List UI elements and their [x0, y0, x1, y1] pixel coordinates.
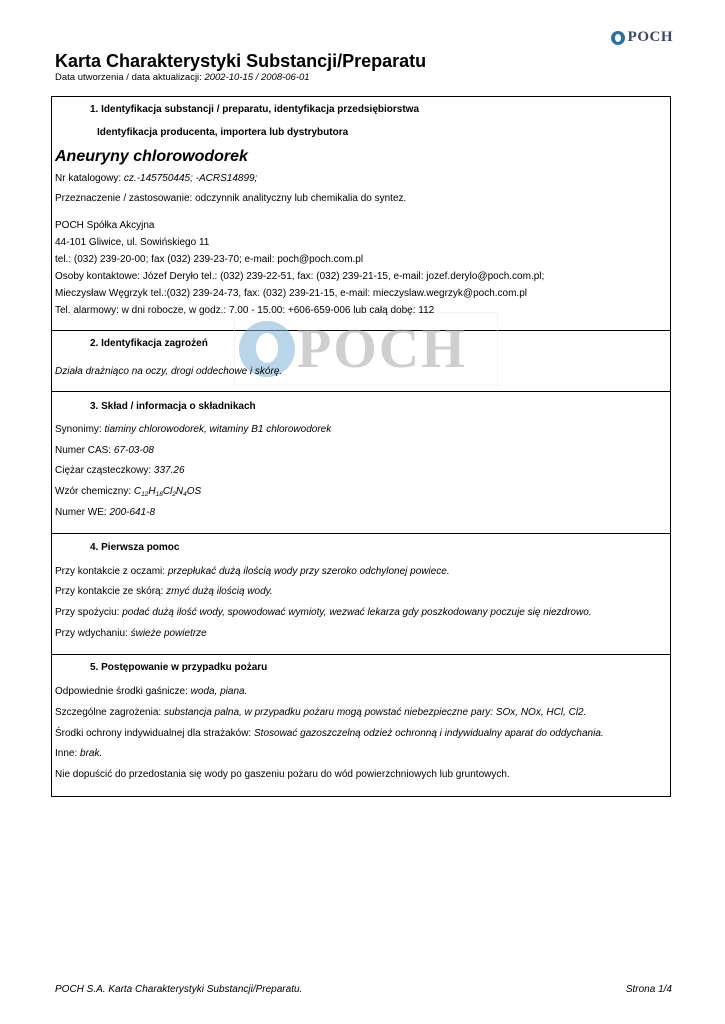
- use-label: Przeznaczenie / zastosowanie:: [55, 193, 196, 204]
- company-address: 44-101 Gliwice, ul. Sowińskiego 11: [55, 237, 210, 248]
- poch-logo-icon: [611, 31, 625, 45]
- molecular-weight: [55, 465, 185, 476]
- contact-person-2: Mieczysław Węgrzyk tel.:(032) 239-24-73, fax: (032) 239-21-15, e-mail: mieczyslaw.wegrzyk@poch.com.pl: [55, 288, 527, 299]
- mw-value: 337.26: [153, 465, 185, 476]
- first-aid-eyes: Przy kontakcie z oczami: przepłukać dużą ilością wody przy szeroko odchylonej powiece.: [55, 566, 450, 577]
- section-divider: [51, 533, 671, 534]
- poch-logo: [611, 28, 673, 47]
- watermark-text: POCH: [297, 318, 467, 380]
- section-3-heading: 3. Skład / informacja o składnikach: [90, 401, 256, 412]
- company-name: POCH Spółka Akcyjna: [55, 220, 155, 231]
- synonyms-value: tiaminy chlorowodorek, witaminy B1 chlorowodorek: [104, 424, 332, 435]
- dates-value: 2002-10-15 / 2008-06-01: [204, 72, 310, 83]
- extinguishing-media: Odpowiednie środki gaśnicze: woda, piana.: [55, 686, 248, 697]
- first-aid-ingestion: Przy spożyciu: podać dużą ilość wody, spowodować wymioty, wezwać lekarza gdy poszkodowany poczuje się niezdrowo.: [55, 607, 592, 618]
- document-title: Karta Charakterystyki Substancji/Preparatu: [55, 51, 427, 71]
- section-1-heading: 1. Identyfikacja substancji / preparatu, identyfikacja przedsiębiorstwa: [90, 104, 419, 115]
- catalog-number: [55, 173, 257, 184]
- intended-use: [55, 193, 406, 204]
- cas-value: 67-03-08: [113, 445, 154, 456]
- mw-label: Ciężar cząsteczkowy:: [55, 465, 154, 476]
- special-hazards: Szczególne zagrożenia: substancja palna, w przypadku pożaru mogą powstać niebezpieczne pary: SOx, NOx, HCl, Cl2.: [55, 707, 587, 718]
- section-divider: [51, 654, 671, 655]
- section-4-heading: 4. Pierwsza pomoc: [90, 542, 180, 553]
- cas-label: Numer CAS:: [55, 445, 114, 456]
- first-aid-skin: Przy kontakcie ze skórą: zmyć dużą ilością wody.: [55, 586, 273, 597]
- other-info: Inne: brak.: [55, 748, 103, 759]
- formula-label: Wzór chemiczny:: [55, 486, 134, 497]
- we-number: [55, 507, 155, 518]
- synonyms: [55, 424, 331, 435]
- we-value: 200-641-8: [109, 507, 156, 518]
- water-runoff-note: Nie dopuścić do przedostania się wody po gaszeniu pożaru do wód powierzchniowych lub gruntowych.: [55, 769, 510, 780]
- dates-label: Data utworzenia / data aktualizacji:: [55, 72, 205, 83]
- section-1-subheading: Identyfikacja producenta, importera lub dystrybutora: [97, 127, 349, 138]
- hazard-statement: Działa drażniąco na oczy, drogi oddechowe i skórę.: [55, 366, 283, 377]
- first-aid-inhalation: Przy wdychaniu: świeże powietrze: [55, 628, 207, 639]
- section-divider: [51, 391, 671, 392]
- chemical-formula: [55, 486, 201, 498]
- contact-person-1: Osoby kontaktowe: Józef Deryło tel.: (032) 239-22-51, fax: (032) 239-21-15, e-mail: jozef.derylo@poch.com.pl;: [55, 271, 545, 282]
- footer-document-name: POCH S.A. Karta Charakterystyki Substancji/Preparatu.: [55, 984, 303, 995]
- firefighter-protection: Środki ochrony indywidualnej dla strażaków: Stosować gazoszczelną odzież ochronną i indywidualny aparat do oddychania.: [55, 728, 604, 739]
- section-5-heading: 5. Postępowanie w przypadku pożaru: [90, 662, 268, 673]
- logo-text: POCH: [627, 29, 673, 45]
- section-2-heading: 2. Identyfikacja zagrożeń: [90, 338, 208, 349]
- catalog-label: Nr katalogowy:: [55, 173, 124, 184]
- we-label: Numer WE:: [55, 507, 110, 518]
- formula-value: $C_{12}H_{18}Cl_2N_4OS$: [133, 486, 202, 498]
- company-contact: tel.: (032) 239-20-00; fax (032) 239-23-70; e-mail: poch@poch.com.pl: [55, 254, 364, 265]
- cas-number: [55, 445, 154, 456]
- emergency-phone: Tel. alarmowy: w dni robocze, w godz.: 7.00 - 15.00: +606-659-006 lub całą dobę: 112: [55, 305, 435, 316]
- use-value: odczynnik analityczny lub chemikalia do syntez.: [195, 193, 407, 204]
- product-name: Aneuryny chlorowodorek: [55, 148, 248, 165]
- synonyms-label: Synonimy:: [55, 424, 105, 435]
- document-dates: [55, 72, 310, 83]
- footer-page-number: Strona 1/4: [625, 984, 672, 995]
- catalog-value: cz.-145750445; -ACRS14899;: [123, 173, 258, 184]
